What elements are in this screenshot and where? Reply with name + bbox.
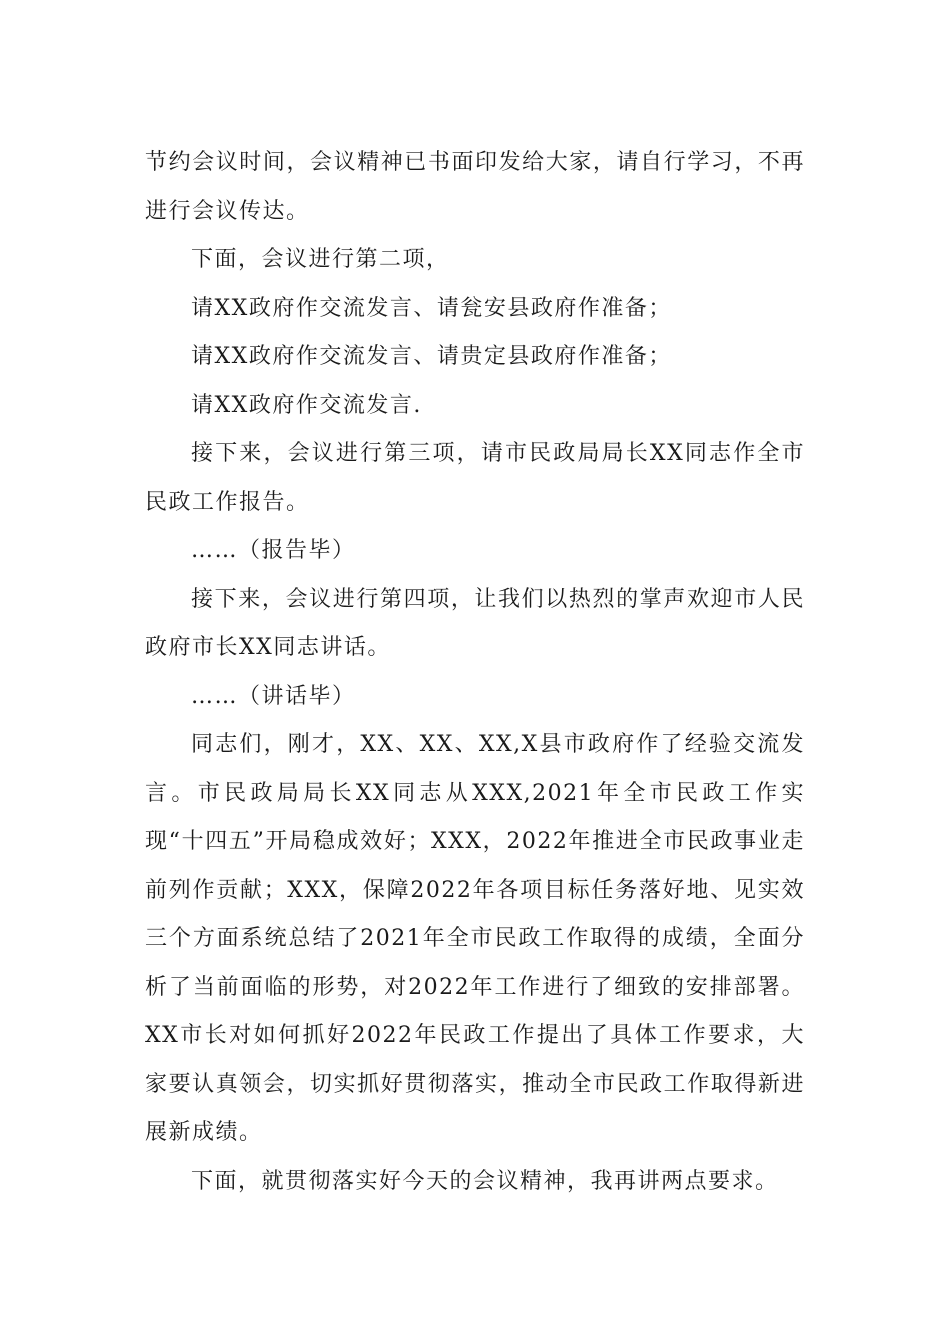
paragraph: 同志们，刚才，XX、XX、XX,X县市政府作了经验交流发言。市民政局局长XX同志从XXX,2021年全市民政工作实现“十四五”开局稳成效好；XXX，2022年推进全市民政事业走前列作贡献；XXX，保障2022年各项目标任务落好地、见实效三个方面系统总结了2021年全市民政工作取得的成绩，全面分析了当前面临的形势，对2022年工作进行了细致的安排部署。XX市长对如何抓好2022年民政工作提出了具体工作要求，大家要认真领会，切实抓好贯彻落实，推动全市民政工作取得新进展新成绩。 bbox=[145, 732, 805, 1145]
paragraph: 请XX政府作交流发言、请瓮安县政府作准备； bbox=[191, 295, 672, 321]
paragraph: 请XX政府作交流发言、请贵定县政府作准备； bbox=[191, 344, 672, 369]
paragraph: 下面，就贯彻落实好今天的会议精神，我再讲两点要求。 bbox=[191, 1168, 779, 1194]
paragraph: 接下来，会议进行第三项，请市民政局局长XX同志作全市民政工作报告。 bbox=[145, 441, 805, 515]
paragraph: 接下来，会议进行第四项，让我们以热烈的掌声欢迎市人民政府市长XX同志讲话。 bbox=[145, 586, 805, 660]
paragraph: ……（讲话毕） bbox=[191, 683, 356, 709]
paragraph: 请XX政府作交流发言. bbox=[191, 392, 422, 418]
document-body bbox=[145, 139, 805, 1206]
paragraph: 节约会议时间，会议精神已书面印发给大家，请自行学习，不再进行会议传达。 bbox=[145, 150, 805, 224]
paragraph: 下面，会议进行第二项， bbox=[191, 247, 450, 272]
paragraph: ……（报告毕） bbox=[191, 538, 356, 563]
